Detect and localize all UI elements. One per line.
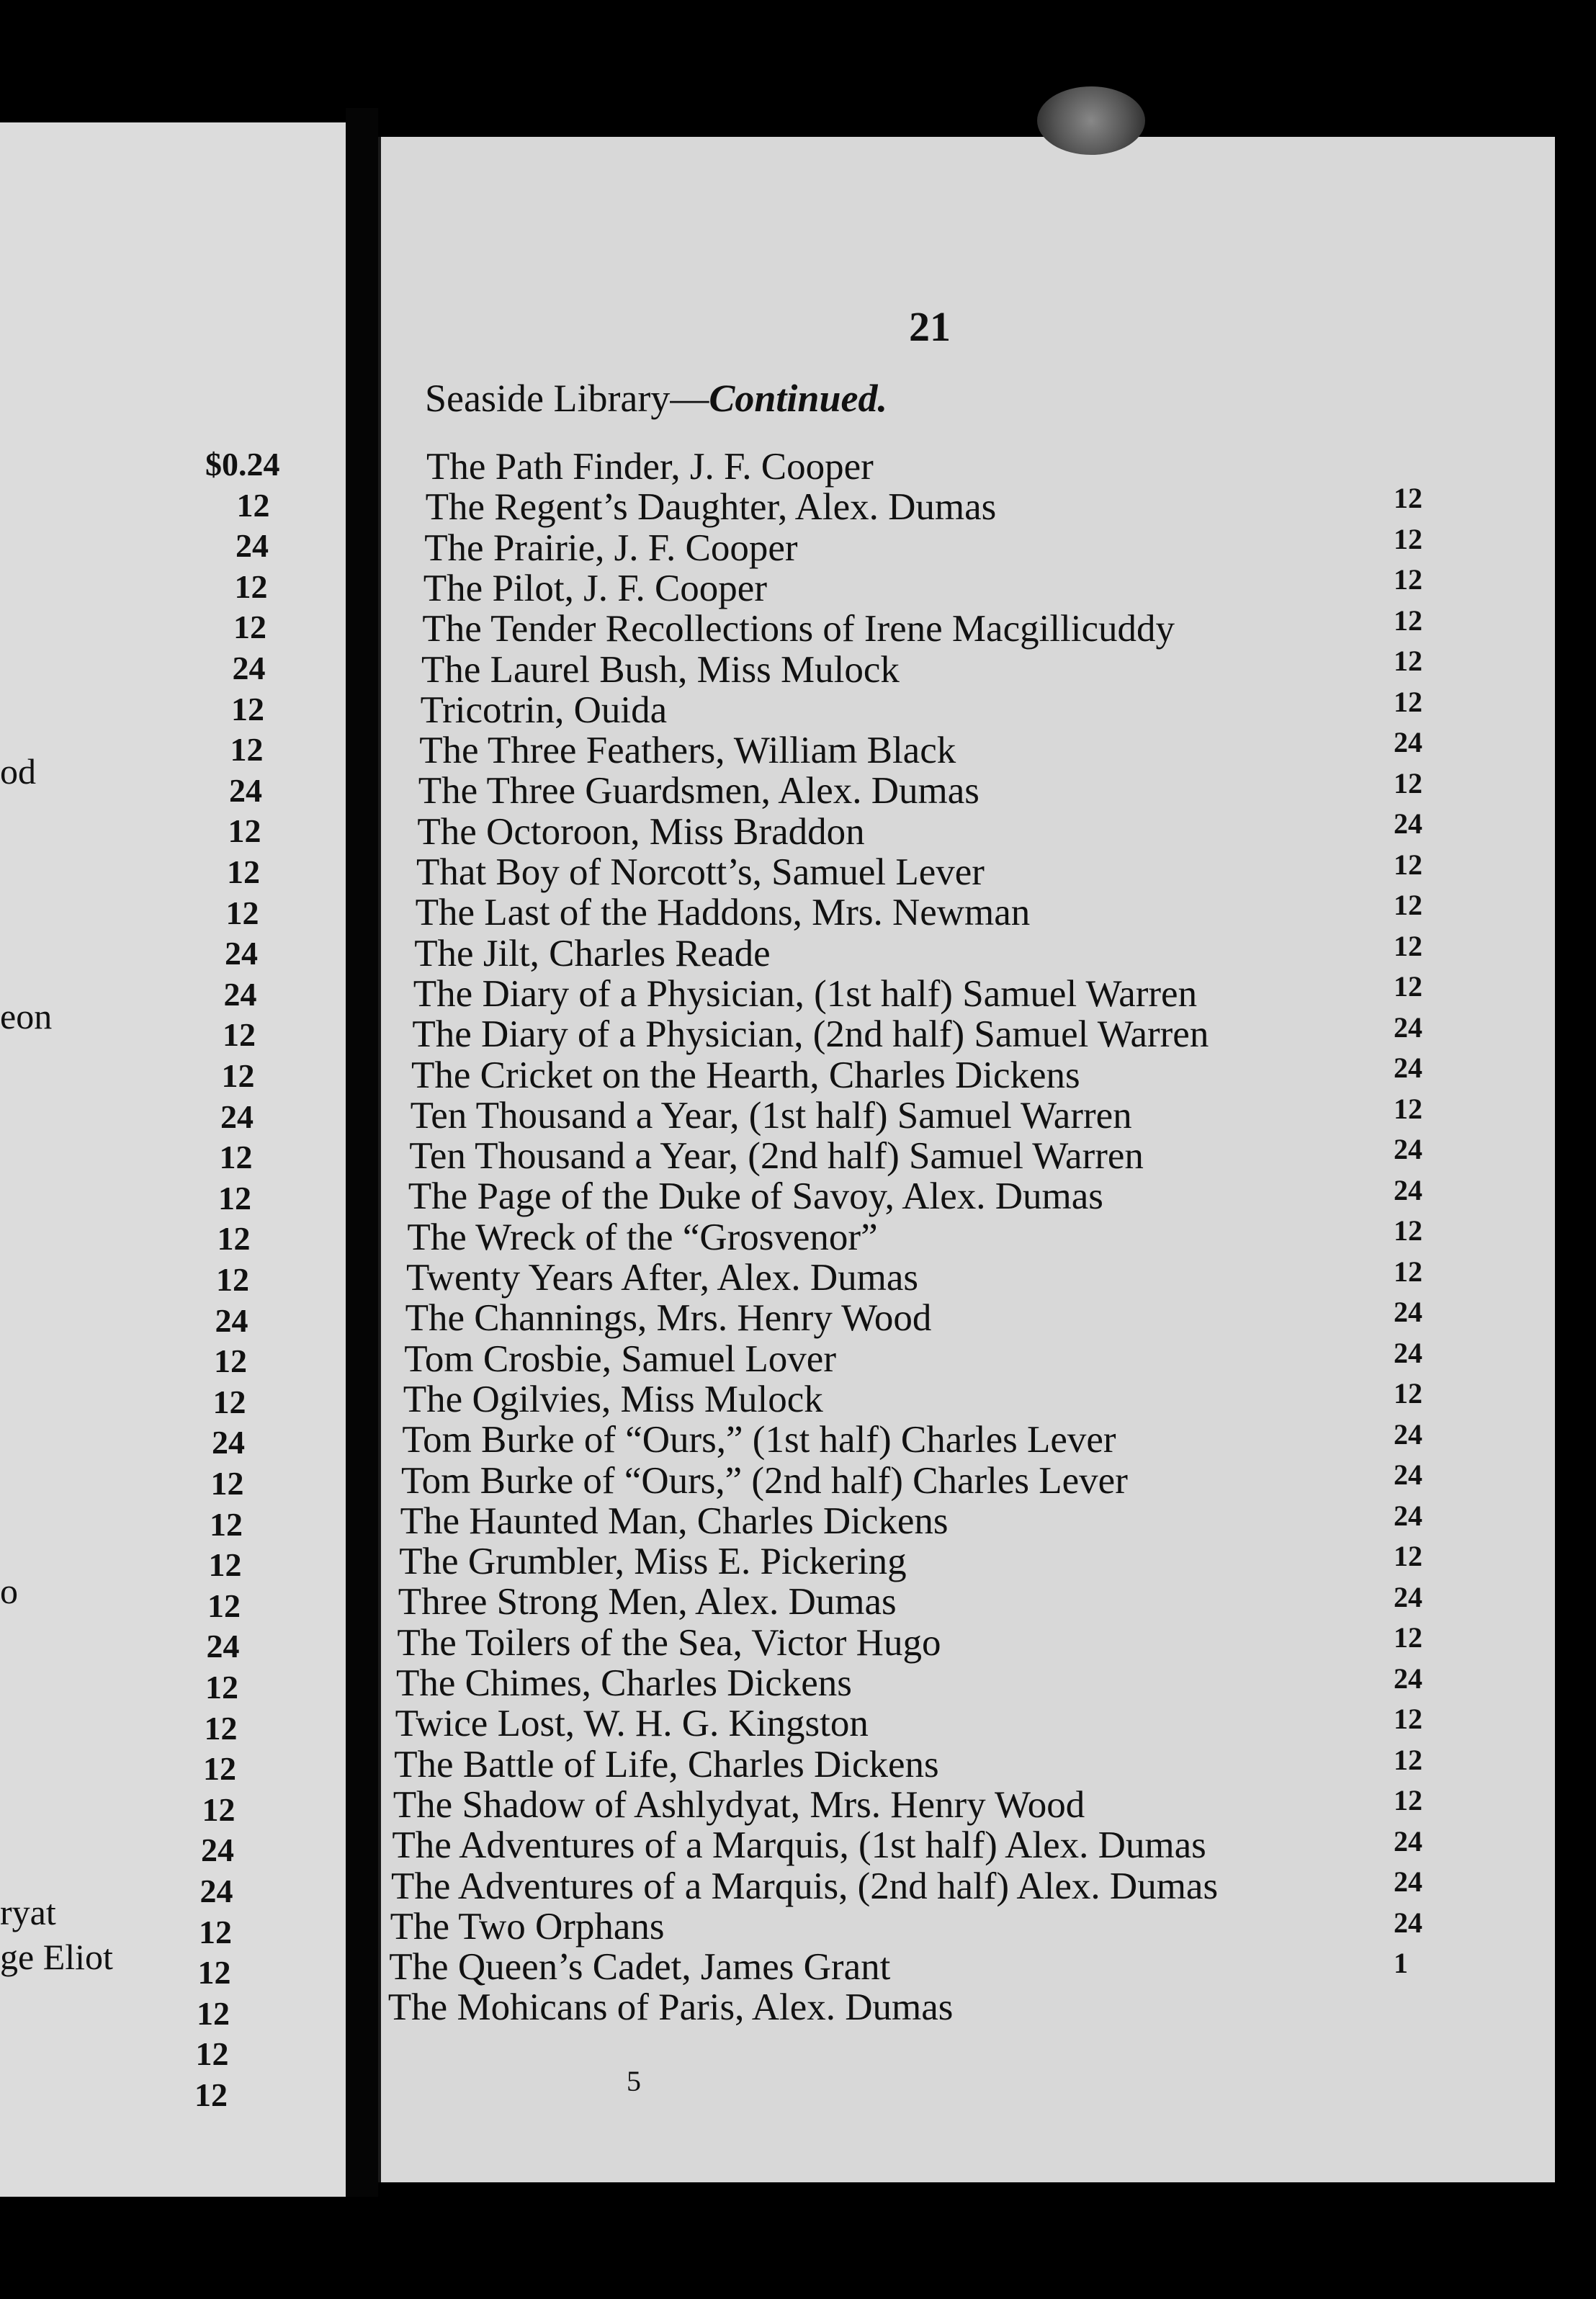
left-page-price: 12 <box>223 1016 256 1054</box>
left-page-price: 12 <box>207 1587 241 1624</box>
left-page-price: 12 <box>212 1383 246 1420</box>
catalog-entry-title: The Adventures of a Marquis, (2nd half) Alex. Dumas <box>391 1865 1219 1907</box>
left-page-price: 12 <box>195 2035 229 2073</box>
left-page-price: 24 <box>212 1424 245 1461</box>
catalog-entry-price: 12 <box>1394 1784 1422 1816</box>
catalog-entry-price: 24 <box>1394 807 1422 840</box>
left-page-price: $0.24 <box>205 446 280 483</box>
left-page-price: 12 <box>225 894 259 931</box>
catalog-entry-title: The Tender Recollections of Irene Macgillicuddy <box>422 608 1175 650</box>
catalog-entry-price: 12 <box>1394 766 1422 799</box>
continued-label: Continued. <box>709 377 887 420</box>
left-page-price: 24 <box>206 1628 240 1665</box>
catalog-entry-price: 24 <box>1394 1296 1422 1328</box>
left-page-price: 12 <box>204 1709 238 1747</box>
catalog-entry-price: 12 <box>1394 604 1422 637</box>
catalog-entry-title: The Toilers of the Sea, Victor Hugo <box>397 1621 941 1664</box>
left-page-price: 24 <box>223 975 257 1013</box>
catalog-entry-title: The Octoroon, Miss Braddon <box>417 810 865 853</box>
catalog-entry-title: The Prairie, J. F. Cooper <box>424 526 798 569</box>
catalog-entry-price: 24 <box>1394 1580 1422 1613</box>
catalog-entry-title: The Cricket on the Hearth, Charles Dickens <box>411 1054 1080 1096</box>
catalog-entry-title: Tricotrin, Ouida <box>420 689 668 731</box>
catalog-entry-title: Ten Thousand a Year, (2nd half) Samuel Warren <box>409 1135 1144 1178</box>
left-page-price: 12 <box>231 690 264 727</box>
paper-tear-mark <box>1037 86 1145 155</box>
left-page-price: 12 <box>205 1669 238 1706</box>
catalog-entry-price: 12 <box>1394 522 1422 555</box>
left-page-price: 12 <box>218 1179 251 1216</box>
left-page-price: 24 <box>215 1301 248 1339</box>
catalog-entry-title: Ten Thousand a Year, (1st half) Samuel Warren <box>410 1094 1132 1137</box>
left-page-price: 24 <box>200 1873 233 1909</box>
catalog-entry-title: The Haunted Man, Charles Dickens <box>400 1500 949 1542</box>
left-page-price: 12 <box>199 1913 232 1950</box>
left-page-price: 12 <box>219 1139 253 1176</box>
left-page-price: 12 <box>203 1750 236 1788</box>
catalog-entry-price: 12 <box>1394 1703 1422 1735</box>
left-page-price: 12 <box>214 1343 247 1380</box>
left-page-fragment: ge Eliot <box>0 1937 113 1977</box>
catalog-entry-price: 12 <box>1394 1540 1422 1572</box>
catalog-entry-price: 24 <box>1394 1906 1422 1939</box>
left-page-price: 24 <box>220 1098 254 1135</box>
catalog-entry-title: The Wreck of the “Grosvenor” <box>407 1216 878 1258</box>
left-page-price: 12 <box>234 568 268 605</box>
catalog-entry-title: The Three Feathers, William Black <box>419 730 956 772</box>
catalog-entry-title: Three Strong Men, Alex. Dumas <box>398 1581 897 1623</box>
folio-mark: 5 <box>627 2065 641 2097</box>
catalog-entry-title: The Shadow of Ashlydyat, Mrs. Henry Wood <box>393 1783 1085 1826</box>
left-page-price: 12 <box>221 1057 255 1094</box>
catalog-entry-title: The Page of the Duke of Savoy, Alex. Dumas <box>408 1175 1103 1218</box>
catalog-entry-title: The Chimes, Charles Dickens <box>396 1662 852 1704</box>
catalog-entry-title: The Path Finder, J. F. Cooper <box>426 446 874 488</box>
catalog-entry-price: 12 <box>1394 563 1422 596</box>
catalog-entry-title: The Ogilvies, Miss Mulock <box>403 1378 823 1420</box>
left-page-fragment: eon <box>0 996 53 1036</box>
series-title: Seaside Library— <box>425 377 709 420</box>
catalog-entry-title: That Boy of Norcott’s, Samuel Lever <box>416 851 985 893</box>
catalog-entry-price: 12 <box>1394 482 1422 514</box>
book-spine <box>346 108 378 2197</box>
catalog-entry-title: The Grumbler, Miss E. Pickering <box>399 1541 907 1583</box>
catalog-entry-price: 24 <box>1394 1052 1422 1084</box>
left-page-fragment: o <box>0 1571 18 1611</box>
left-page-price: 12 <box>236 486 270 524</box>
catalog-entry-title: The Regent’s Daughter, Alex. Dumas <box>425 486 997 529</box>
catalog-entry-title: The Battle of Life, Charles Dickens <box>394 1743 939 1785</box>
left-page-price: 12 <box>197 1994 230 2032</box>
catalog-entry-price: 24 <box>1394 1417 1422 1451</box>
left-page-price: 12 <box>228 812 261 850</box>
left-page-price: 24 <box>225 935 258 972</box>
left-page-price: 12 <box>210 1465 244 1502</box>
catalog-entry-title: Tom Burke of “Ours,” (2nd half) Charles Lever <box>401 1459 1128 1502</box>
page-number: 21 <box>909 303 951 350</box>
catalog-entry-title: The Last of the Haddons, Mrs. Newman <box>415 892 1031 934</box>
catalog-entry-title: The Laurel Bush, Miss Mulock <box>421 648 900 691</box>
catalog-entry-price: 12 <box>1394 848 1422 881</box>
catalog-entry-price: 12 <box>1394 1377 1422 1410</box>
catalog-entry-title: The Queen’s Cadet, James Grant <box>389 1946 891 1989</box>
left-page-fragment: ryat <box>0 1892 56 1932</box>
catalog-entry-price: 12 <box>1394 970 1422 1003</box>
left-page-price: 12 <box>216 1261 249 1298</box>
catalog-entry-title: The Pilot, J. F. Cooper <box>423 567 767 609</box>
left-page-price: 24 <box>236 527 269 565</box>
catalog-entry-price: 12 <box>1394 1743 1422 1776</box>
left-page-price: 12 <box>197 1954 231 1991</box>
catalog-entry-title: The Channings, Mrs. Henry Wood <box>405 1297 932 1340</box>
catalog-entry-price: 24 <box>1394 1173 1422 1206</box>
catalog-entry-title: The Adventures of a Marquis, (1st half) Alex. Dumas <box>392 1824 1206 1867</box>
series-heading <box>425 376 887 421</box>
catalog-entry-price: 24 <box>1394 1865 1422 1898</box>
left-page-price: 12 <box>217 1220 251 1258</box>
catalog-entry-title: The Jilt, Charles Reade <box>414 932 771 974</box>
left-page-price: 12 <box>210 1505 243 1543</box>
catalog-entry-price: 24 <box>1394 1824 1422 1857</box>
catalog-entry-title: Twice Lost, W. H. G. Kingston <box>395 1703 869 1745</box>
left-page-price: 12 <box>233 609 266 646</box>
left-page-price: 24 <box>232 650 266 686</box>
catalog-entry-price: 12 <box>1394 1092 1422 1125</box>
catalog-entry-price: 12 <box>1394 685 1422 718</box>
catalog-entry-price: 12 <box>1394 929 1422 962</box>
left-page-price: 12 <box>230 731 264 768</box>
catalog-entry-title: Twenty Years After, Alex. Dumas <box>406 1257 919 1299</box>
catalog-entry-price: 24 <box>1394 1458 1422 1491</box>
catalog-entry-title: The Two Orphans <box>390 1905 665 1948</box>
catalog-entry-price: 12 <box>1394 645 1422 677</box>
catalog-entry-price: 24 <box>1394 726 1422 758</box>
left-page-price: 12 <box>194 2076 228 2113</box>
catalog-entry-price: 24 <box>1394 1336 1422 1369</box>
catalog-entry-title: The Three Guardsmen, Alex. Dumas <box>418 770 979 812</box>
catalog-entry-price: 24 <box>1394 1499 1422 1532</box>
left-page-fragment: od <box>0 751 36 792</box>
catalog-entry-price: 24 <box>1394 1133 1422 1165</box>
left-page <box>0 122 350 2197</box>
catalog-entry-price: 12 <box>1394 1621 1422 1654</box>
left-page-price: 12 <box>202 1791 236 1828</box>
left-page-price: 12 <box>208 1546 242 1584</box>
catalog-entry-price: 24 <box>1394 1010 1422 1044</box>
catalog-entry-title: The Diary of a Physician, (1st half) Samuel Warren <box>413 972 1198 1015</box>
catalog-entry-price: 12 <box>1394 1214 1422 1247</box>
catalog-entry-price: 24 <box>1394 1662 1422 1695</box>
catalog-entry-title: Tom Crosbie, Samuel Lover <box>404 1337 836 1380</box>
catalog-entry-title: The Diary of a Physician, (2nd half) Samuel Warren <box>412 1013 1209 1056</box>
left-page-price: 24 <box>201 1832 234 1869</box>
left-page-price: 24 <box>229 771 262 809</box>
catalog-entry-title: The Mohicans of Paris, Alex. Dumas <box>387 1986 954 2029</box>
catalog-entry-price: 12 <box>1394 1255 1422 1288</box>
catalog-entry-price: 12 <box>1394 889 1422 921</box>
left-page-price: 12 <box>227 853 260 890</box>
catalog-entry-price: 1 <box>1394 1947 1408 1979</box>
catalog-entry-title: Tom Burke of “Ours,” (1st half) Charles Lever <box>402 1419 1116 1461</box>
